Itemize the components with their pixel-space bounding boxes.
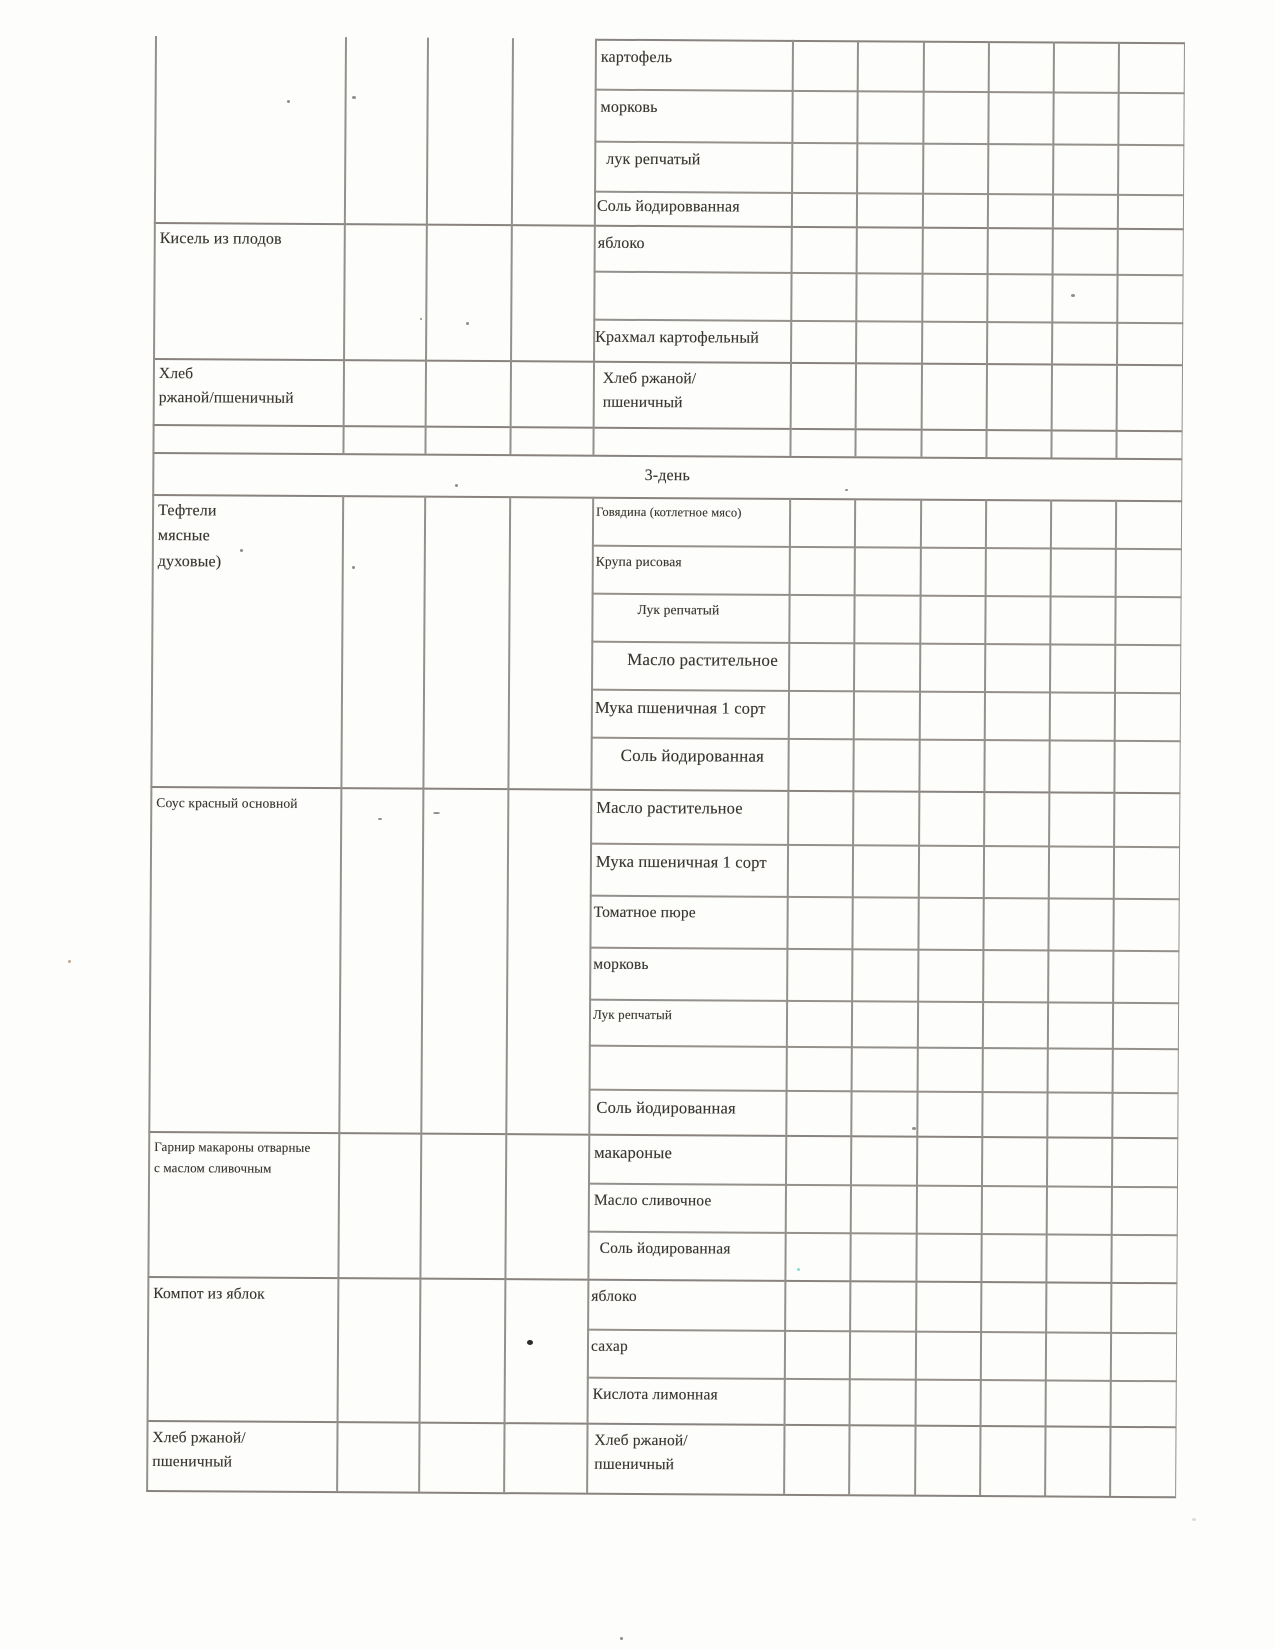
scan-speck	[466, 322, 469, 325]
grid-line	[587, 1377, 1177, 1382]
grid-line	[588, 1183, 1178, 1188]
grid-line	[342, 37, 346, 453]
grid-line	[594, 271, 1184, 276]
grid-line	[594, 141, 1184, 146]
grid-line	[592, 39, 596, 455]
ingredient-cell: Мука пшеничная 1 сорт	[595, 851, 767, 872]
scan-speck	[845, 489, 848, 491]
grid-line	[153, 424, 1183, 432]
grid-line	[589, 947, 1179, 952]
grid-line	[336, 495, 344, 1491]
ingredient-cell: Масло растительное	[596, 797, 743, 818]
ingredient-cell: макароные	[594, 1142, 673, 1163]
grid-line	[593, 319, 1183, 324]
ingredient-cell: морковь	[593, 955, 649, 974]
grid-line	[590, 843, 1180, 848]
dish-name-cell: Кисель из плодов	[159, 230, 282, 248]
dish-name-cell: Хлеб ржаной/ пшеничный	[152, 1429, 246, 1471]
scan-speck	[68, 960, 71, 963]
scan-speck	[527, 1340, 533, 1345]
day-header: 3-день	[644, 466, 691, 485]
grid-line	[595, 89, 1185, 94]
ingredient-cell: Масло растительное	[627, 649, 779, 670]
grid-line	[589, 1089, 1179, 1094]
grid-line	[589, 1045, 1179, 1050]
grid-line	[424, 38, 428, 454]
ingredient-cell: Лук репчатый	[592, 1006, 673, 1023]
ingredient-cell: Хлеб ржаной/ пшеничный	[602, 369, 697, 412]
scan-speck	[352, 96, 356, 99]
grid-line	[509, 38, 513, 454]
ingredient-cell: Крупа рисовая	[595, 553, 682, 570]
scan-speck	[352, 566, 355, 569]
grid-line	[590, 895, 1180, 900]
grid-line	[591, 641, 1181, 646]
scan-speck	[378, 818, 382, 820]
grid-line	[588, 1231, 1178, 1236]
scan-speck	[1192, 1518, 1196, 1521]
dish-name-cell: Компот из яблок	[153, 1285, 265, 1303]
scan-speck	[797, 1268, 800, 1271]
dish-name-cell: Хлеб ржаной/пшеничный	[158, 365, 294, 408]
grid-line	[592, 545, 1182, 550]
ingredient-cell: лук репчатый	[606, 150, 701, 169]
ingredient-cell: Соль йодированная	[596, 1097, 736, 1118]
grid-line	[152, 452, 1182, 460]
ingredient-cell: сахар	[590, 1337, 628, 1355]
ingredient-cell: яблоко	[591, 1287, 637, 1305]
scan-speck	[620, 1637, 623, 1640]
scan-speck	[287, 100, 290, 103]
dish-name-cell: Тефтели мясные духовые)	[157, 502, 222, 570]
scan-speck	[1071, 294, 1075, 297]
grid-line	[146, 36, 156, 1490]
scan-speck	[433, 812, 440, 814]
grid-line	[595, 39, 1185, 44]
grid-line	[591, 689, 1181, 694]
ingredient-cell: яблоко	[597, 234, 645, 252]
ingredient-cell: картофель	[600, 48, 673, 67]
ingredient-cell: Томатное пюре	[593, 903, 696, 922]
grid-line	[146, 1490, 1176, 1498]
ingredient-cell: Мука пшеничная 1 сорт	[594, 697, 766, 718]
ingredient-cell: Хлеб ржаной/ пшеничный	[594, 1431, 688, 1474]
grid-line	[587, 1329, 1177, 1334]
ingredient-cell: Говядина (котлетное мясо)	[596, 504, 742, 520]
ingredient-cell: Лук репчатый	[637, 601, 720, 618]
grid-line	[589, 999, 1179, 1004]
grid-line	[591, 737, 1181, 742]
scan-speck	[912, 1127, 916, 1130]
scan-speck	[240, 549, 243, 552]
ingredient-cell: морковь	[600, 98, 658, 117]
scan-speck	[455, 484, 458, 487]
ingredient-cell: Соль йодированная	[599, 1239, 731, 1258]
ingredient-cell: Кислота лимонная	[592, 1385, 718, 1404]
scan-speck	[420, 318, 422, 320]
ingredient-cell: Масло сливочное	[593, 1191, 712, 1210]
dish-name-cell: Гарнир макароны отварные с маслом сливочным	[154, 1139, 311, 1176]
dish-name-cell: Соус красный основной	[156, 795, 298, 811]
ingredient-cell: Соль йодировванная	[596, 197, 740, 216]
ingredient-cell: Крахмал картофельный	[595, 328, 760, 347]
ingredient-cell: Соль йодированная	[620, 745, 765, 766]
grid-line	[592, 593, 1182, 598]
menu-table	[146, 36, 1185, 1496]
grid-line	[418, 496, 426, 1492]
grid-line	[503, 496, 511, 1492]
